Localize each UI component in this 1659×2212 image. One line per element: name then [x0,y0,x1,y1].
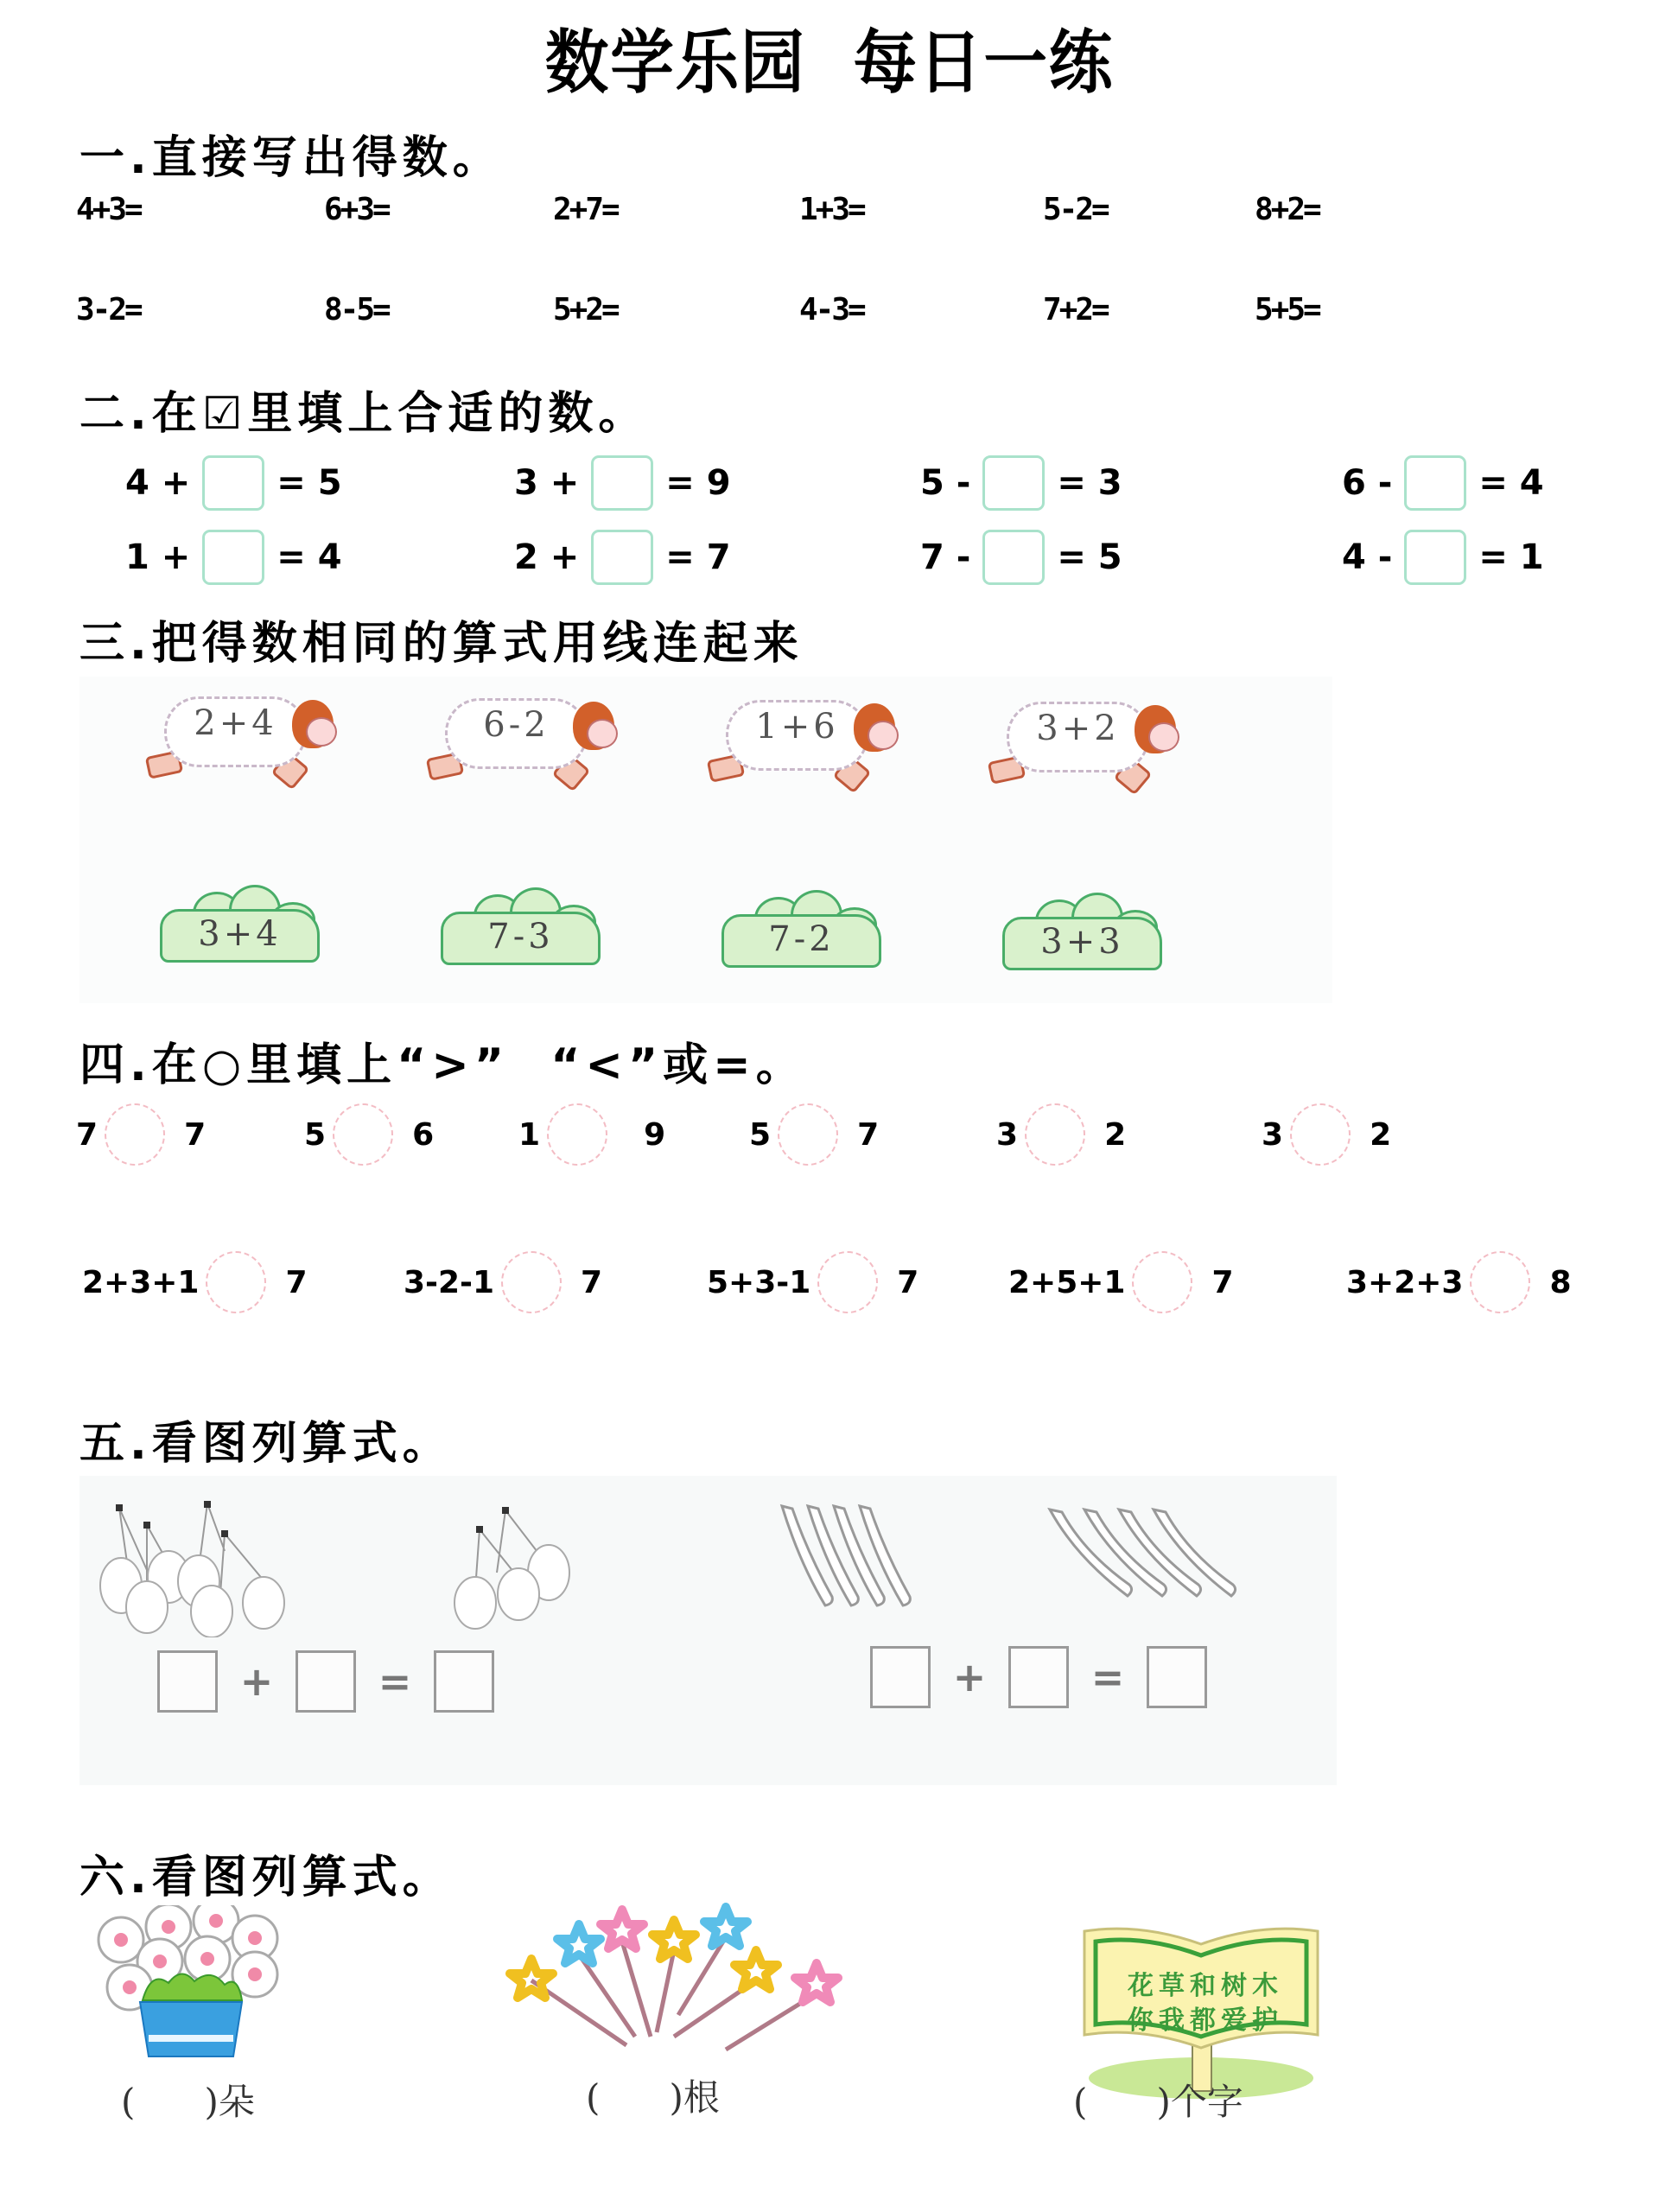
sign-line-2: 你我都爱护 [1128,2005,1283,2036]
compare-right: 7 [1211,1264,1234,1300]
compare-right: 7 [184,1116,207,1153]
equation-left: 3 + [514,463,580,503]
compare-left: 5 [749,1116,772,1153]
bush-expression: 7-3 [487,917,554,957]
compare-right: 2 [1370,1116,1392,1153]
equation-right: = 9 [665,463,731,503]
answer-box[interactable] [591,455,653,511]
answer-box[interactable] [202,455,264,511]
bush-card[interactable] [160,883,324,965]
compare-circle[interactable] [501,1251,562,1313]
equation-left: 6 - [1342,463,1393,503]
fill-equation [1342,530,1544,585]
sheep-card[interactable] [709,695,907,790]
equation-left: 5 - [920,463,971,503]
fill-equation [125,455,342,511]
compare-left: 3 [996,1116,1019,1153]
answer-box[interactable] [982,455,1045,511]
equation-left: 4 - [1342,537,1393,577]
answer-box[interactable] [434,1650,494,1713]
compare-right: 9 [644,1116,666,1153]
fill-equation [514,455,731,511]
equation: 4-3= [799,292,864,327]
equation-left: 2 + [514,537,580,577]
bush-expression: 7-2 [768,919,835,959]
answer-box[interactable] [1404,455,1466,511]
compare-item [518,1103,665,1166]
answer-box[interactable] [591,530,653,585]
cherries-3-icon [454,1503,592,1633]
answer-box[interactable] [1008,1646,1069,1708]
answer-box[interactable] [296,1650,356,1713]
compare-right: 2 [1104,1116,1127,1153]
equation-right: = 4 [276,537,342,577]
star-wands-icon [505,1903,851,2054]
compare-circle[interactable] [1290,1103,1351,1166]
compare-circle[interactable] [778,1103,838,1166]
fill-equation [514,530,731,585]
compare-right: 8 [1549,1264,1572,1300]
equation-right: = 4 [1478,463,1544,503]
equation: 1+3= [799,192,864,227]
cherries-6-icon [95,1499,337,1637]
sheep-expression: 6-2 [483,705,550,745]
bush-card[interactable] [1002,891,1166,973]
equation-right: = 7 [665,537,731,577]
compare-left: 3+2+3 [1346,1264,1464,1300]
plus-sign: + [239,1658,274,1705]
section-6-heading: 六.看图列算式。 [79,1852,453,1904]
answer-box[interactable] [870,1646,931,1708]
equation: 8-5= [324,292,389,327]
compare-right: 7 [857,1116,880,1153]
compare-left: 5+3-1 [707,1264,811,1300]
compare-left: 2+5+1 [1008,1264,1126,1300]
compare-item [1008,1251,1234,1313]
equation-left: 7 - [920,537,971,577]
answer-label-characters: ( )个字 [1073,2081,1243,2123]
answer-box[interactable] [982,530,1045,585]
answer-label-flowers: ( )朵 [121,2081,255,2123]
sheep-card[interactable] [428,693,626,788]
compare-right: 6 [412,1116,435,1153]
compare-item [404,1251,602,1313]
sheep-face [868,721,899,750]
sheep-expression: 1+6 [755,707,839,747]
section-5-heading: 五.看图列算式。 [79,1418,453,1470]
equation: 7+2= [1043,292,1108,327]
compare-circle[interactable] [105,1103,165,1166]
sheep-face [1148,722,1179,752]
equation: 5-2= [1043,192,1108,227]
compare-item [304,1103,434,1166]
equation: 6+3= [324,192,389,227]
section-3-heading: 三.把得数相同的算式用线连起来 [79,618,804,670]
equation: 2+7= [553,192,618,227]
compare-item [996,1103,1126,1166]
section-4-heading: 四.在○里填上“>” “<”或=。 [79,1039,806,1091]
compare-left: 5 [304,1116,327,1153]
bush-card[interactable] [441,886,605,968]
page-title: 数学乐园 每日一练 [544,22,1115,103]
answer-box[interactable] [202,530,264,585]
compare-item [1346,1251,1572,1313]
compare-left: 7 [76,1116,99,1153]
equation: 8+2= [1255,192,1319,227]
answer-label-wands: ( )根 [586,2076,720,2119]
sheep-card[interactable] [147,691,346,786]
equation: 5+2= [553,292,618,327]
answer-box[interactable] [157,1650,218,1713]
bush-card[interactable] [721,888,886,970]
sheep-face [306,717,337,747]
compare-circle[interactable] [1025,1103,1085,1166]
fill-equation [920,530,1122,585]
compare-item [76,1103,206,1166]
compare-left: 3 [1262,1116,1284,1153]
compare-item [707,1251,918,1313]
equation-boxes-1 [157,1650,494,1713]
compare-circle[interactable] [547,1103,607,1166]
plus-sign: + [952,1654,987,1700]
flower-pot-icon [86,1905,294,2061]
bananas-4-icon [773,1502,1007,1614]
compare-circle[interactable] [1132,1251,1192,1313]
sheep-face [587,719,618,748]
equals-sign: = [378,1658,412,1705]
sign-line-1: 花草和树木 [1128,1971,1283,2001]
sheep-card[interactable] [989,696,1188,791]
answer-box[interactable] [1147,1646,1207,1708]
bush-expression: 3+3 [1040,922,1124,962]
equation-right: = 3 [1057,463,1122,503]
answer-box[interactable] [1404,530,1466,585]
compare-circle[interactable] [206,1251,266,1313]
compare-left: 1 [518,1116,541,1153]
fill-equation [1342,455,1544,511]
equation-right: = 5 [276,463,342,503]
equation: 4+3= [76,192,141,227]
compare-item [1262,1103,1391,1166]
equation: 5+5= [1255,292,1319,327]
equation-left: 4 + [125,463,191,503]
equation-right: = 5 [1057,537,1122,577]
equals-sign: = [1090,1654,1125,1700]
bush-expression: 3+4 [198,914,282,954]
section-1-heading: 一.直接写出得数。 [79,132,503,184]
equation-left: 1 + [125,537,191,577]
compare-right: 7 [285,1264,308,1300]
section-2-heading: 二.在☑里填上合适的数。 [79,388,649,440]
compare-circle[interactable] [333,1103,393,1166]
equation: 3-2= [76,292,141,327]
equation-boxes-2 [870,1646,1207,1708]
compare-item [82,1251,308,1313]
sheep-expression: 2+4 [194,703,277,743]
fill-equation [125,530,342,585]
equation-right: = 1 [1478,537,1544,577]
compare-item [749,1103,879,1166]
compare-circle[interactable] [1470,1251,1530,1313]
compare-circle[interactable] [817,1251,878,1313]
compare-right: 7 [897,1264,919,1300]
compare-left: 2+3+1 [82,1264,200,1300]
bananas-4-icon [1041,1505,1318,1609]
compare-left: 3-2-1 [404,1264,495,1300]
sheep-expression: 3+2 [1036,709,1120,748]
fill-equation [920,455,1122,511]
compare-right: 7 [581,1264,603,1300]
